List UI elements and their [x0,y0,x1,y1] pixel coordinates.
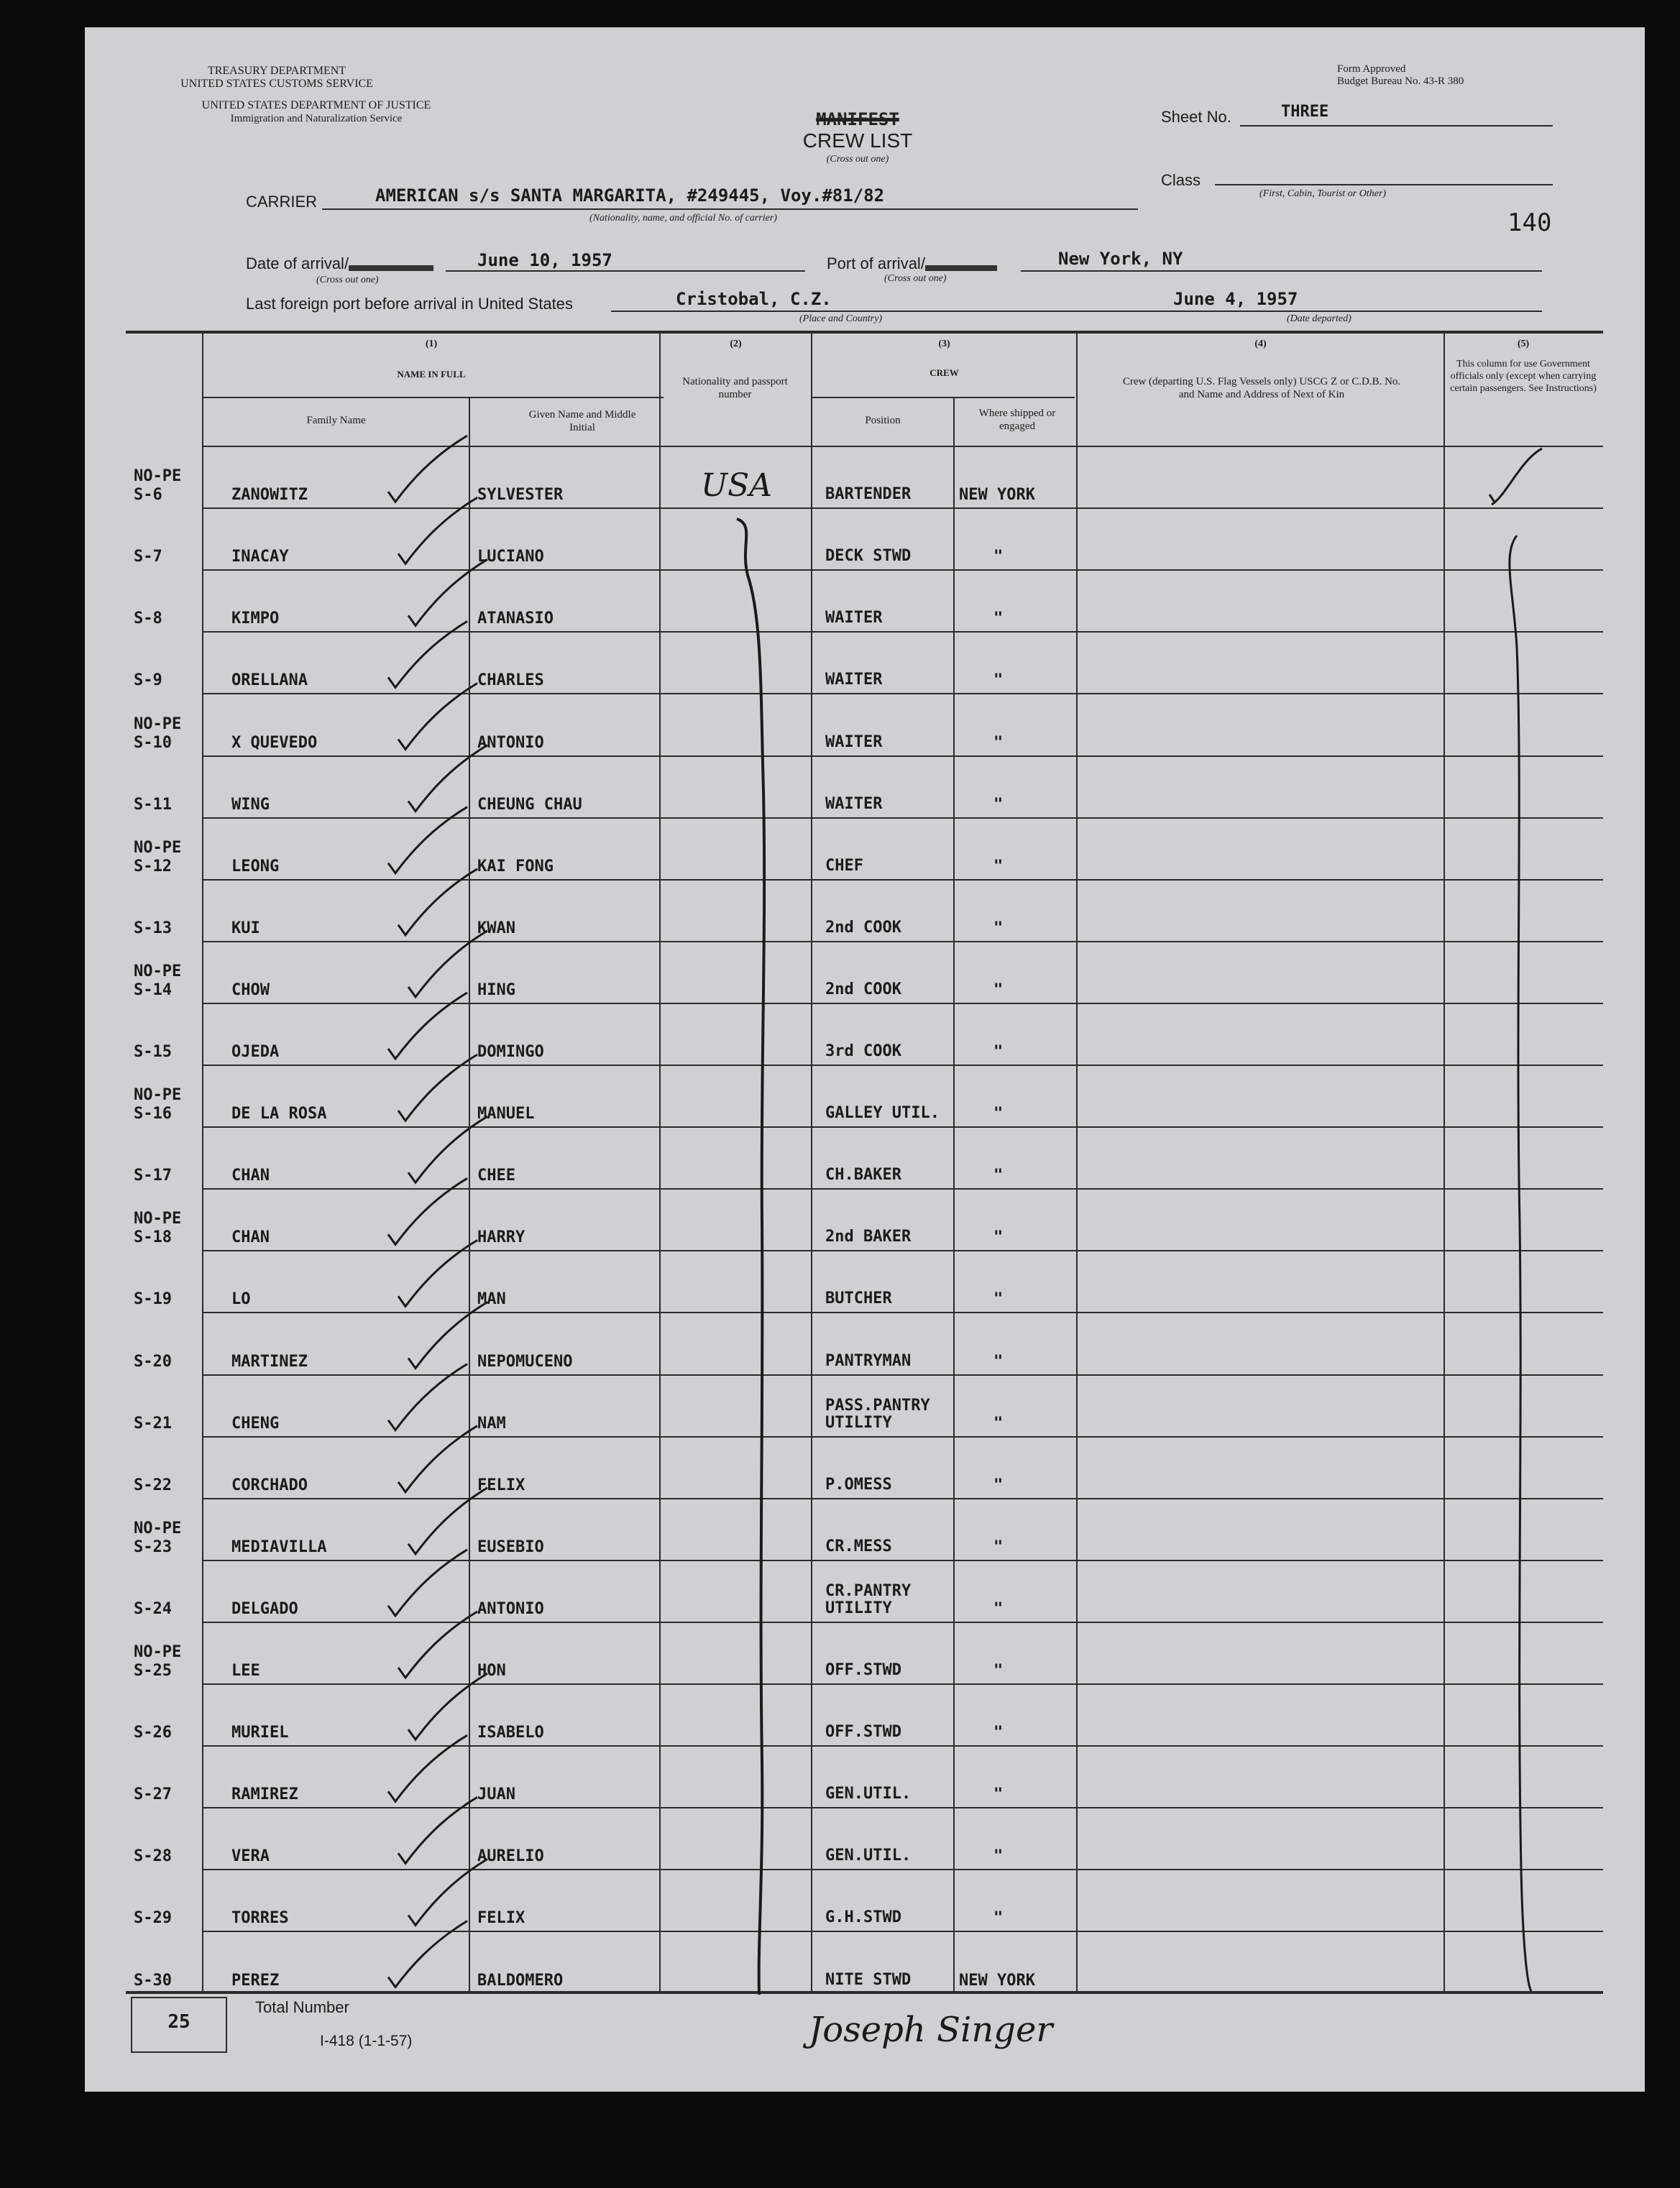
given-name: MAN [477,1290,506,1309]
row-sequence: S-21 [134,1414,172,1433]
row-sequence: S-8 [134,610,162,628]
row-sequence: S-28 [134,1847,172,1866]
given-name: SYLVESTER [477,486,564,505]
where-shipped: " [993,1228,1004,1247]
position: NITE STWD [825,1970,912,1989]
position-header: Position [865,415,901,426]
given-name: HON [477,1662,506,1680]
given-name: NEPOMUCENO [477,1352,573,1371]
arrival-date-value: June 10, 1957 [477,250,612,270]
family-name: OJEDA [231,1043,280,1061]
row-sequence: S-26 [134,1724,172,1742]
family-name: ORELLANA [231,671,308,690]
where-shipped-header: Where shipped or engaged [978,408,1056,432]
where-shipped: " [993,548,1004,566]
check-mark [388,1735,467,1801]
check-mark [398,1612,477,1678]
given-name: FELIX [477,1909,525,1928]
total-box [131,1997,227,2053]
where-shipped: " [993,1662,1004,1680]
given-name: MANUEL [477,1105,535,1123]
where-shipped: " [993,980,1004,999]
family-name: PEREZ [231,1971,280,1990]
check-mark [388,436,467,502]
given-name: ISABELO [477,1724,544,1742]
row-sequence: S-30 [134,1971,172,1990]
given-name: DOMINGO [477,1043,544,1061]
budget-bureau-line: Budget Bureau No. 43-R 380 [1337,75,1464,87]
position: G.H.STWD [825,1908,901,1927]
row-sequence: S-24 [134,1599,172,1618]
family-name: TORRES [231,1909,289,1928]
arrival-date-note: (Cross out one) [316,275,379,285]
arrival-port-label-text: Port of arrival/ [827,254,925,272]
row-sequence: NO-PE S-10 [134,714,182,752]
family-name: WING [231,795,270,814]
row-sequence: S-27 [134,1785,172,1804]
given-name: CHEUNG CHAU [477,795,582,814]
check-mark [388,993,467,1059]
check-mark [388,621,467,687]
col4-number: (4) [1254,339,1267,349]
family-name: CHAN [231,1228,270,1247]
row-sequence: S-11 [134,795,172,814]
date-departed-value: June 4, 1957 [1173,289,1298,309]
family-name: ZANOWITZ [231,486,308,505]
where-shipped: " [993,857,1004,875]
position: 3rd COOK [825,1042,901,1060]
position: PANTRYMAN [825,1351,912,1370]
col5-title: This column for use Government officials only (except when carrying certain passengers. See Instructions) [1450,359,1597,394]
position: WAITER [825,732,883,751]
where-shipped: " [993,795,1004,814]
row-sequence: NO-PE S-14 [134,962,182,999]
arrival-port-value: New York, NY [1058,249,1183,269]
position: CR.PANTRY UTILITY [825,1581,912,1617]
page-number: 140 [1507,208,1552,237]
row-sequence: S-7 [134,548,162,566]
col5-check-tick [1489,495,1495,503]
agency-line-4: Immigration and Naturalization Service [230,113,403,124]
check-mark [408,559,487,625]
form-number: I-418 (1-1-57) [320,2033,413,2049]
family-name-header: Family Name [306,415,366,426]
col1-number: (1) [425,339,438,349]
where-shipped: " [993,1043,1004,1061]
given-name: LUCIANO [477,548,544,566]
position: WAITER [825,671,883,689]
check-mark [388,1178,467,1244]
name-check-marks [388,436,487,1987]
carrier-value: AMERICAN s/s SANTA MARGARITA, #249445, Voy.#81/82 [375,185,885,206]
where-shipped: " [993,1476,1004,1494]
family-name: KUI [231,919,260,937]
struck-manifest: MANIFEST [816,109,899,129]
check-mark [398,497,477,564]
agency-line-3: UNITED STATES DEPARTMENT OF JUSTICE [201,99,431,111]
col1-title: NAME IN FULL [397,369,466,380]
check-mark [398,1054,477,1121]
check-mark [408,1488,487,1554]
title-note: (Cross out one) [826,154,889,165]
family-name: INACAY [231,548,289,566]
col5-check-mark [1492,449,1542,505]
where-shipped: " [993,1847,1004,1866]
position: CH.BAKER [825,1166,901,1185]
family-name: DE LA ROSA [231,1105,327,1123]
where-shipped: " [993,1414,1004,1433]
row-sequence: NO-PE S-6 [134,467,182,505]
date-departed-note: (Date departed) [1287,313,1351,324]
agency-line-2: UNITED STATES CUSTOMS SERVICE [180,78,373,90]
total-value: 25 [167,2011,191,2033]
family-name: DELGADO [231,1599,298,1618]
last-port-label: Last foreign port before arrival in United States [246,295,573,313]
sheet-label: Sheet No. [1161,108,1231,126]
where-shipped: " [993,1724,1004,1742]
position: CHEF [825,856,863,875]
arrival-port-note: (Cross out one) [884,273,947,284]
col3-number: (3) [938,339,950,349]
where-shipped: " [993,919,1004,937]
where-shipped: " [993,1599,1004,1618]
row-sequence: S-13 [134,919,172,937]
position: BARTENDER [825,485,912,504]
where-shipped: NEW YORK [959,486,1035,505]
position: P.OMESS [825,1475,892,1494]
where-shipped: " [993,1290,1004,1309]
col3-title: CREW [929,367,959,378]
sheet-value: THREE [1281,103,1329,121]
check-mark [408,1673,487,1739]
form-approved-line: Form Approved [1337,63,1406,75]
row-sequence: NO-PE S-25 [134,1643,182,1680]
col2-title: Nationality and passport number [682,376,788,400]
class-note: (First, Cabin, Tourist or Other) [1259,188,1387,199]
ditto-line-col5 [1510,535,1531,1991]
position: WAITER [825,609,883,628]
row-sequence: NO-PE S-23 [134,1519,182,1556]
row-sequence: NO-PE S-12 [134,838,182,875]
given-name: BALDOMERO [477,1971,564,1990]
position: GALLEY UTIL. [825,1104,940,1123]
family-name: RAMIREZ [231,1785,298,1804]
carrier-note: (Nationality, name, and official No. of carrier) [589,213,777,224]
position: CR.MESS [825,1537,892,1555]
row-sequence: NO-PE S-18 [134,1210,182,1247]
given-name: ATANASIO [477,610,554,628]
position: BUTCHER [825,1290,892,1308]
check-mark [408,931,487,997]
where-shipped: " [993,610,1004,628]
check-mark [388,1364,467,1430]
family-name: LEONG [231,857,280,875]
where-shipped: " [993,1537,1004,1556]
given-name: JUAN [477,1785,515,1804]
class-label: Class [1161,171,1201,189]
signature: Joseph Singer [809,2010,1053,2050]
check-mark [408,745,487,812]
family-name: CHENG [231,1414,280,1433]
ditto-line-nationality [737,519,764,1995]
family-name: MEDIAVILLA [231,1537,327,1556]
given-name: AURELIO [477,1847,544,1866]
where-shipped: " [993,1785,1004,1804]
agency-line-1: TREASURY DEPARTMENT [207,65,346,77]
family-name: X QUEVEDO [231,733,318,752]
family-name: LEE [231,1662,260,1680]
family-name: VERA [231,1847,270,1866]
check-mark [388,1550,467,1616]
check-mark [408,1116,487,1182]
nationality-handwritten: USA [701,467,772,504]
check-mark [388,807,467,873]
family-name: CHOW [231,980,270,999]
family-name: CORCHADO [231,1476,308,1494]
check-mark [398,1240,477,1306]
family-name: KIMPO [231,610,280,628]
row-sequence: S-22 [134,1476,172,1494]
position: DECK STWD [825,547,912,566]
given-name: HARRY [477,1228,525,1247]
position: WAITER [825,794,883,813]
position: OFF.STWD [825,1661,901,1679]
family-name: LO [231,1290,251,1309]
position: 2nd COOK [825,918,901,937]
row-sequence: S-29 [134,1909,172,1928]
position: PASS.PANTRY UTILITY [825,1396,930,1432]
given-name: ANTONIO [477,1599,544,1618]
position: GEN.UTIL. [825,1785,912,1803]
row-sequence: NO-PE S-16 [134,1086,182,1123]
row-sequence: S-20 [134,1352,172,1371]
given-name: CHEE [477,1167,515,1185]
check-mark [398,869,477,935]
last-port-value: Cristobal, C.Z. [676,289,832,309]
check-mark [388,1921,467,1987]
given-name: ANTONIO [477,733,544,752]
check-mark [408,1859,487,1925]
check-mark [398,1426,477,1492]
where-shipped: NEW YORK [959,1971,1035,1990]
row-sequence: S-9 [134,671,162,690]
position: 2nd COOK [825,980,901,998]
given-name-header: Given Name and Middle Initial [528,409,636,433]
carrier-label: CARRIER [246,193,318,211]
form-title: CREW LIST [802,129,913,152]
check-mark [398,684,477,750]
row-sequence: S-17 [134,1167,172,1185]
col5-number: (5) [1517,339,1530,349]
where-shipped: " [993,1167,1004,1185]
given-name: EUSEBIO [477,1537,544,1556]
family-name: MARTINEZ [231,1352,308,1371]
total-label: Total Number [255,1998,349,2016]
where-shipped: " [993,1352,1004,1371]
col2-number: (2) [730,339,742,349]
where-shipped: " [993,1909,1004,1928]
position: GEN.UTIL. [825,1847,912,1865]
given-name: NAM [477,1414,506,1433]
where-shipped: " [993,671,1004,690]
position: OFF.STWD [825,1723,901,1742]
given-name: HING [477,980,515,999]
row-sequence: S-19 [134,1290,172,1309]
given-name: FELIX [477,1476,525,1494]
family-name: CHAN [231,1167,270,1185]
given-name: CHARLES [477,671,544,690]
where-shipped: " [993,1105,1004,1123]
where-shipped: " [993,733,1004,752]
position: 2nd BAKER [825,1228,912,1246]
col4-title: Crew (departing U.S. Flag Vessels only) USCG Z or C.D.B. No. and Name and Address of Next of Kin [1122,376,1401,400]
last-port-note: (Place and Country) [799,313,883,324]
arrival-date-label-text: Date of arrival/ [246,254,349,272]
check-mark [398,1797,477,1863]
given-name: KAI FONG [477,857,554,875]
row-sequence: S-15 [134,1043,172,1061]
family-name: MURIEL [231,1724,289,1742]
given-name: KWAN [477,919,515,937]
check-mark [408,1302,487,1369]
